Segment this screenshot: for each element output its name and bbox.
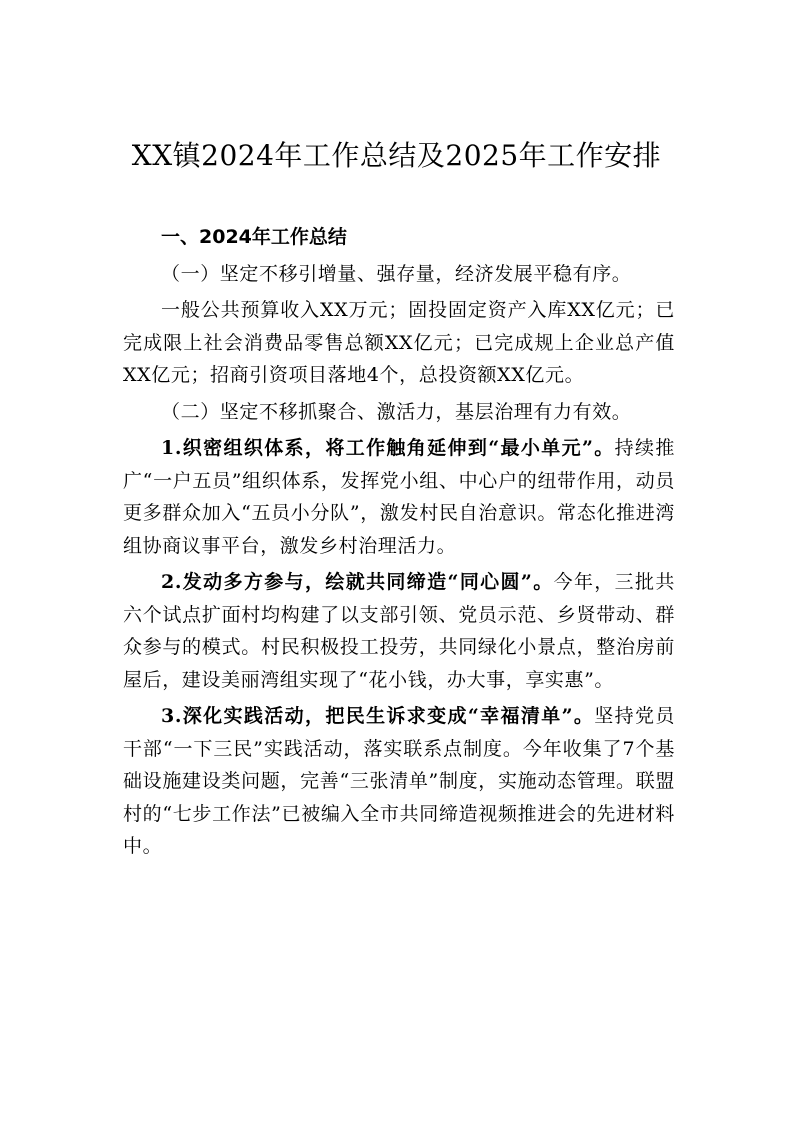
- subsection-heading-economy: （一）坚定不移引增量、强存量，经济发展平稳有序。: [161, 262, 632, 285]
- paragraph-practice: [123, 700, 675, 863]
- paragraph-lead: 3.深化实践活动，把民生诉求变成“幸福清单”。: [161, 705, 595, 727]
- paragraph-lead: 2.发动多方参与，绘就共同缔造“同心圆”。: [161, 571, 554, 593]
- paragraph-economy: 一般公共预算收入XX万元；固投固定资产入库XX亿元；已完成限上社会消费品零售总额XX亿元；已完成规上企业总产值XX亿元；招商引资项目落地4个，总投资额XX亿元。: [123, 299, 675, 386]
- paragraph-text: 持续推广“一户五员”组织体系，发挥党小组、中心户的纽带作用，动员更多群众加入“五员小分队”，激发村民自治意识。常态化推进湾组协商议事平台，激发乡村治理活力。: [123, 437, 675, 557]
- document-body: [123, 221, 675, 867]
- paragraph-participation: [123, 566, 675, 696]
- paragraph-organization: [123, 432, 675, 562]
- subsection-heading-governance: （二）坚定不移抓聚合、激活力，基层治理有力有效。: [161, 400, 632, 423]
- document-title: XX镇2024年工作总结及2025年工作安排: [131, 139, 662, 172]
- paragraph-text: 坚持党员干部“一下三民”实践活动，落实联系点制度。今年收集了7个基础设施建设类问题，完善“三张清单”制度，实施动态管理。联盟村的“七步工作法”已被编入全市共同缔造视频推进会的先进材料中。: [123, 705, 675, 857]
- section-heading: 一、2024年工作总结: [161, 226, 347, 248]
- paragraph-text: 今年，三批共六个试点扩面村均构建了以支部引领、党员示范、乡贤带动、群众参与的模式。村民积极投工投劳，共同绿化小景点，整治房前屋后，建设美丽湾组实现了“花小钱，办大事，享实惠”。: [123, 571, 675, 691]
- paragraph-lead: 1.织密组织体系，将工作触角延伸到“最小单元”。: [161, 437, 615, 459]
